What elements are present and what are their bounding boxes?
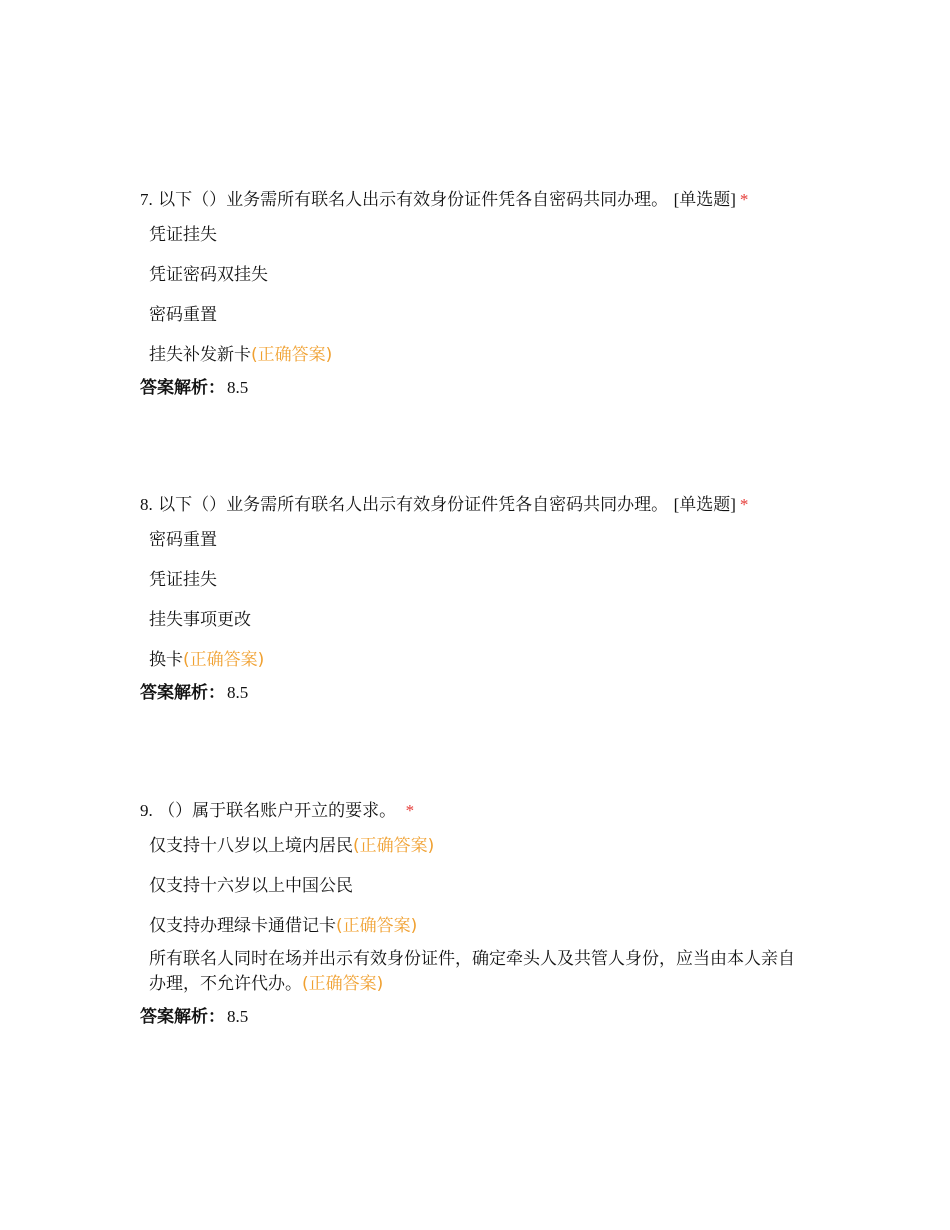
option-text: 仅支持十八岁以上境内居民: [149, 836, 353, 856]
option-item: [149, 833, 820, 859]
question-text: 以下（）业务需所有联名人出示有效身份证件凭各自密码共同办理。: [158, 495, 669, 515]
correct-answer-label: (正确答案): [183, 650, 265, 670]
question-number: 7.: [140, 190, 153, 209]
option-item: [149, 342, 820, 368]
analysis-value: 8.5: [227, 378, 249, 397]
option-text: 凭证密码双挂失: [149, 265, 268, 285]
option-text: 密码重置: [149, 530, 217, 550]
option-item: [149, 607, 820, 633]
option-item: [149, 647, 820, 673]
option-item: [149, 913, 820, 939]
option-item: [149, 567, 820, 593]
question-type: [单选题]: [673, 495, 736, 514]
option-list: [140, 833, 820, 997]
option-list: [140, 222, 820, 368]
correct-answer-label: (正确答案): [302, 974, 384, 994]
option-item: [149, 222, 820, 248]
option-text: 挂失补发新卡: [149, 345, 251, 365]
required-mark: *: [739, 190, 749, 209]
question-number: 8.: [140, 495, 153, 514]
answer-analysis: [140, 376, 820, 400]
analysis-value: 8.5: [227, 1007, 249, 1026]
question-text: （）属于联名账户开立的要求。: [158, 801, 397, 821]
analysis-value: 8.5: [227, 683, 249, 702]
option-item: [149, 947, 809, 997]
option-text: 密码重置: [149, 305, 217, 325]
option-list: [140, 527, 820, 673]
correct-answer-label: (正确答案): [336, 916, 418, 936]
question-8: [140, 493, 820, 705]
answer-analysis: [140, 1005, 820, 1029]
analysis-label: 答案解析：: [140, 683, 225, 703]
correct-answer-label: (正确答案): [251, 345, 333, 365]
question-number: 9.: [140, 801, 153, 820]
option-item: [149, 262, 820, 288]
analysis-label: 答案解析：: [140, 1007, 225, 1027]
option-item: [149, 527, 820, 553]
correct-answer-label: (正确答案): [353, 836, 435, 856]
question-type: [单选题]: [673, 190, 736, 209]
option-text: 仅支持办理绿卡通借记卡: [149, 916, 336, 936]
answer-analysis: [140, 681, 820, 705]
option-text: 凭证挂失: [149, 225, 217, 245]
required-mark: *: [739, 495, 749, 514]
question-text: 以下（）业务需所有联名人出示有效身份证件凭各自密码共同办理。: [158, 190, 669, 210]
option-item: [149, 302, 820, 328]
option-text: 挂失事项更改: [149, 610, 251, 630]
question-title: [140, 799, 820, 823]
option-text: 凭证挂失: [149, 570, 217, 590]
required-mark: *: [405, 801, 415, 820]
question-7: [140, 188, 820, 400]
analysis-label: 答案解析：: [140, 378, 225, 398]
question-9: [140, 799, 820, 1029]
option-text: 仅支持十六岁以上中国公民: [149, 876, 353, 896]
question-title: [140, 493, 820, 517]
question-title: [140, 188, 820, 212]
option-text: 换卡: [149, 650, 183, 670]
option-item: [149, 873, 820, 899]
option-text: 所有联名人同时在场并出示有效身份证件，确定牵头人及共管人身份，应当由本人亲自办理，不允许代办。: [149, 949, 795, 994]
